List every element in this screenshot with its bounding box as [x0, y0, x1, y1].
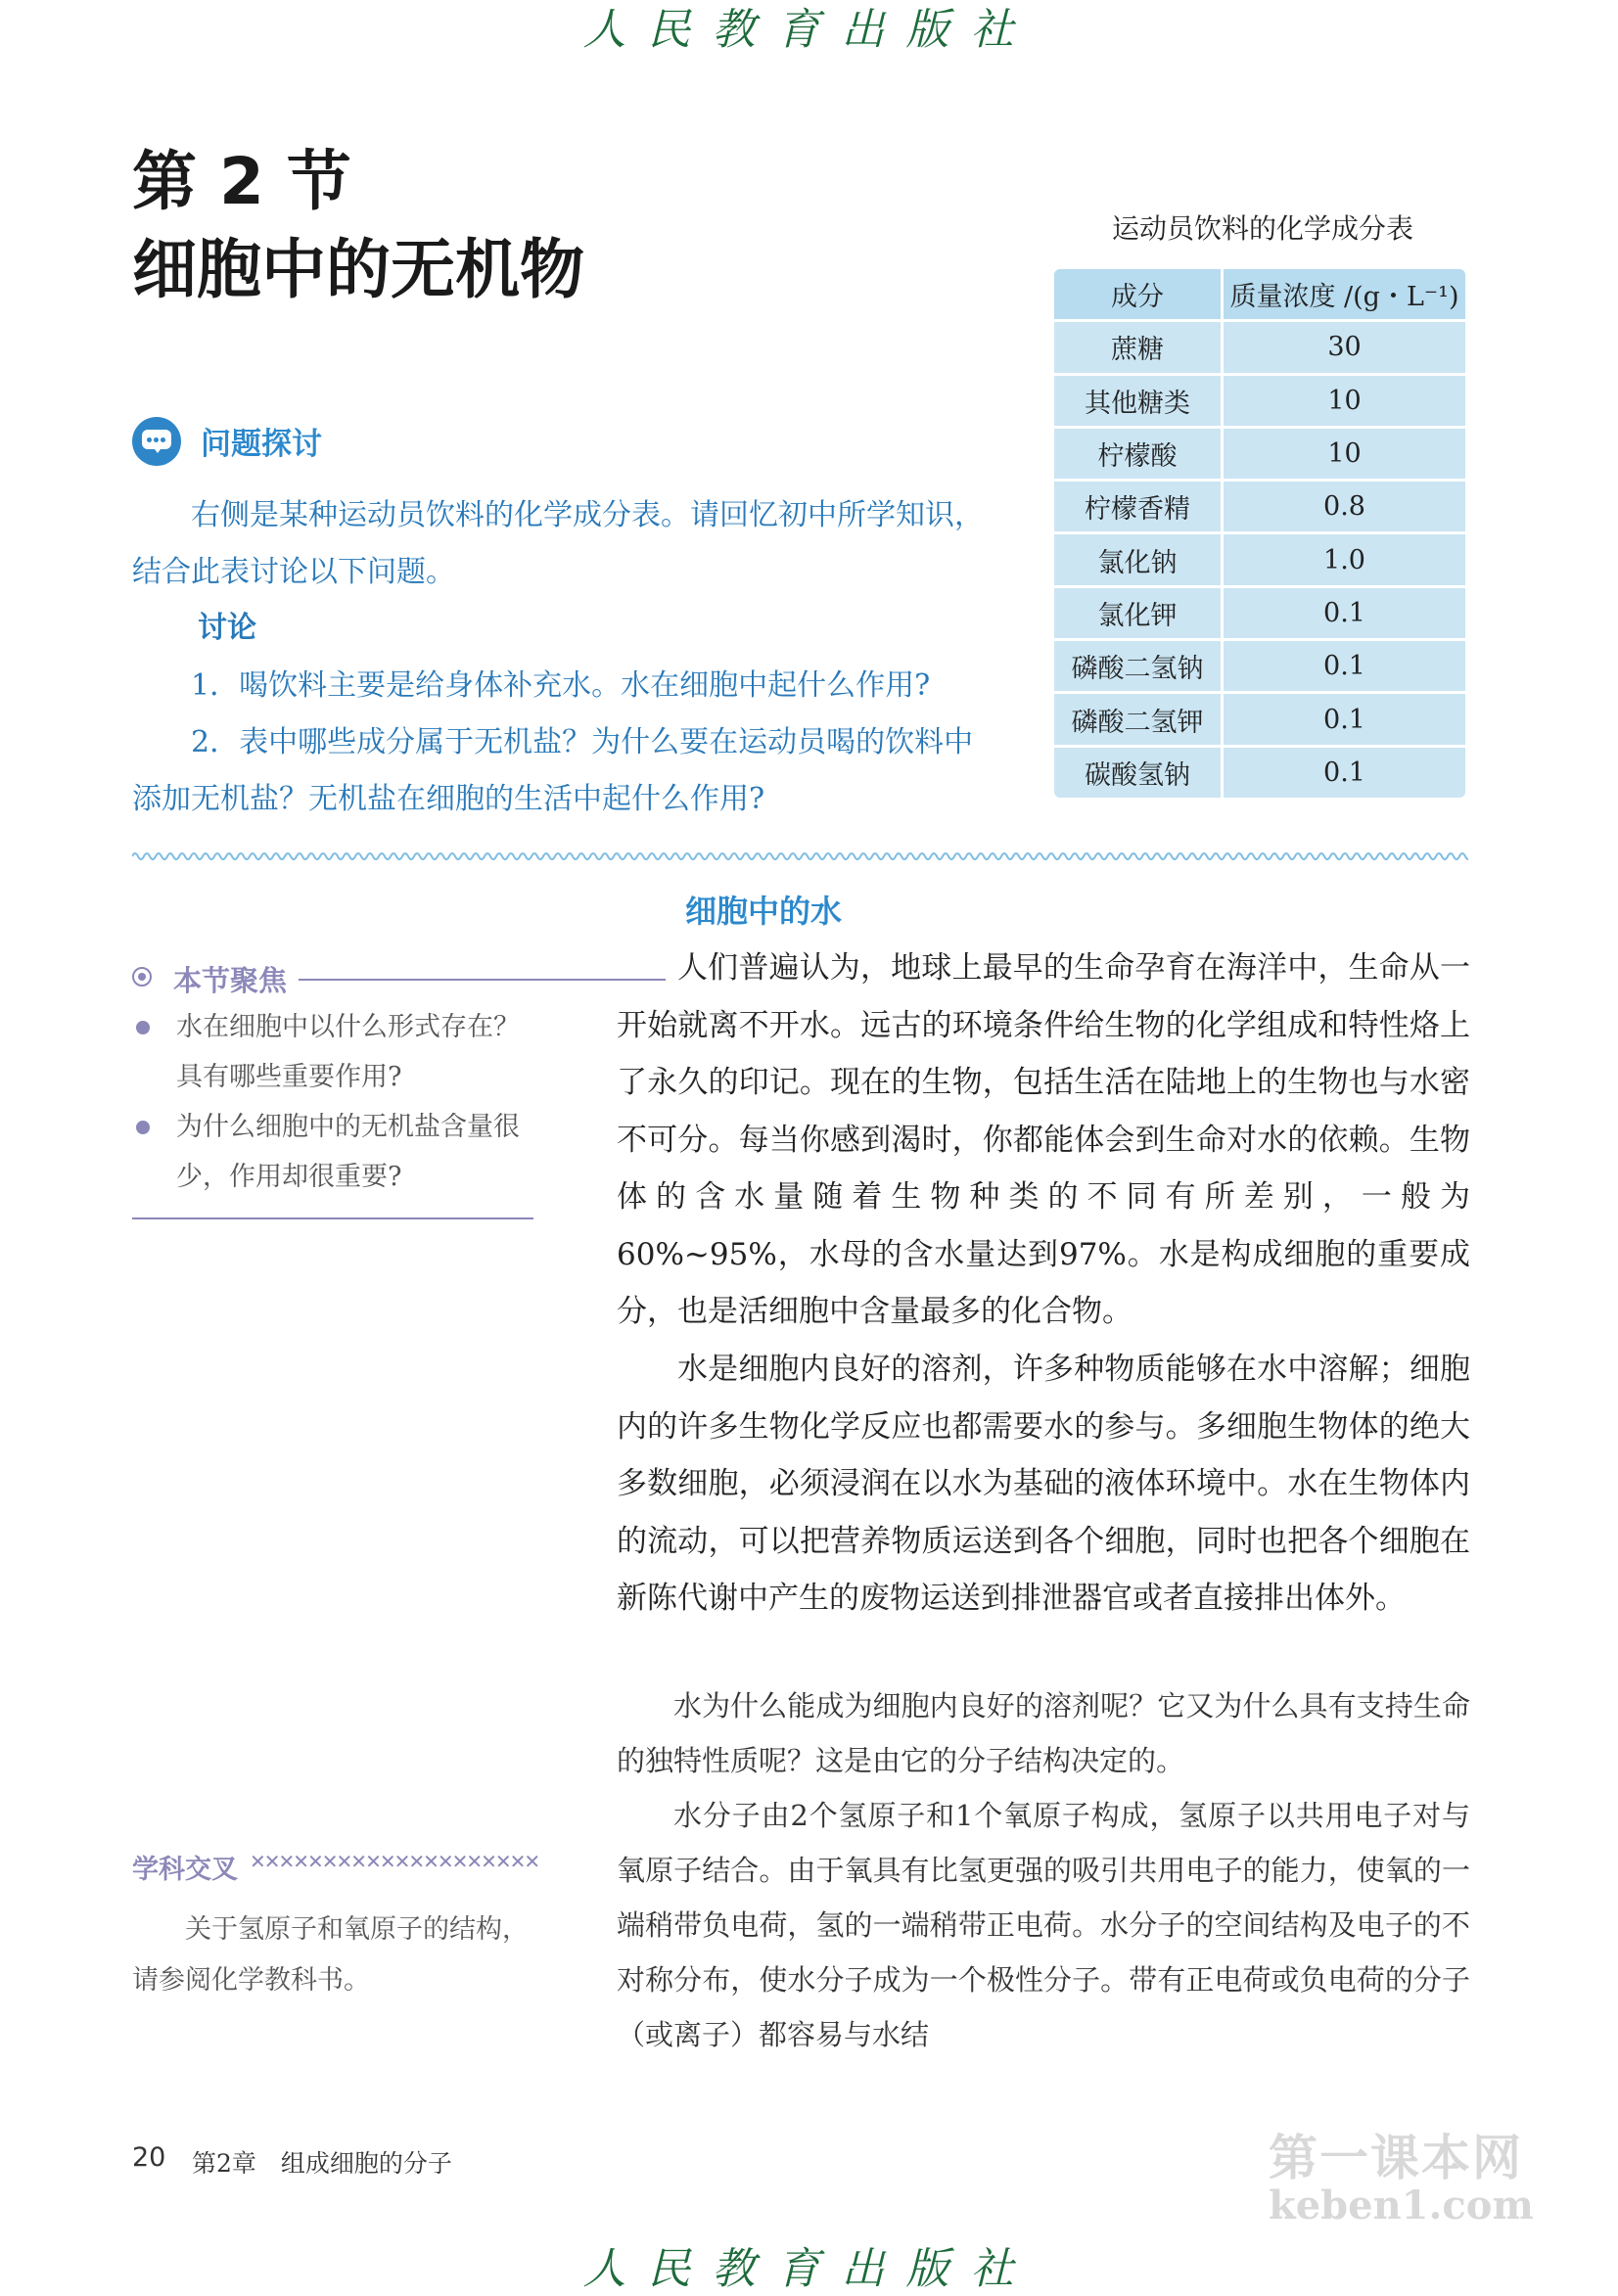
table-header-cell: 成分: [1054, 269, 1224, 319]
table-row: [1054, 482, 1465, 534]
table-cell: 1.0: [1323, 544, 1365, 575]
table-caption: 运动员饮料的化学成分表: [1111, 212, 1413, 245]
focus-item-text: 为什么细胞中的无机盐含量很少，作用却很重要?: [176, 1112, 520, 1192]
table-header-cell: 质量浓度 /(g・L⁻¹): [1229, 282, 1459, 313]
table-cell: 其他糖类: [1054, 376, 1224, 426]
table-cell: 0.1: [1323, 597, 1365, 628]
table-row: [1054, 694, 1465, 747]
table-cell: 30: [1327, 332, 1362, 363]
table-cell: 碳酸氢钠: [1054, 748, 1224, 798]
table-row: [1054, 534, 1465, 587]
focus-item: [132, 1002, 533, 1102]
discuss-label: 讨论: [198, 611, 256, 645]
body-paragraph: 水为什么能成为细胞内良好的溶剂呢？它又为什么具有支持生命的独特性质呢？这是由它的分子结构决定的。: [617, 1689, 1470, 1777]
table-cell: 磷酸二氢钾: [1054, 694, 1224, 744]
watermark-url: keben1.com: [1269, 2182, 1534, 2228]
bullet-icon: [136, 1121, 150, 1134]
table-header-row: [1054, 269, 1465, 322]
table-cell: 0.1: [1323, 651, 1365, 682]
focus-item: [132, 1102, 533, 1202]
cross-subject-text: 关于氢原子和氧原子的结构，请参阅化学教科书。: [132, 1914, 529, 1996]
table-cell: 0.1: [1323, 757, 1365, 788]
section-title: 细胞中的无机物: [132, 232, 584, 307]
body-paragraph: 人们普遍认为，地球上最早的生命孕育在海洋中，生命从一开始就离不开水。远古的环境条件给生物的化学组成和特性烙上了永久的印记。现在的生物，包括生活在陆地上的生物也与水密不可分。每当你感到渴时，你都能体会到生命对水的依赖。生物体的含水量随着生物种类的不同有所差别，一般为60%~95%，水母的含水量达到97%。水是构成细胞的重要成分，也是活细胞中含量最多的化合物。: [617, 950, 1470, 1329]
watermark-text: 第一课本网: [1269, 2130, 1523, 2186]
table-cell: 氯化钠: [1054, 534, 1224, 584]
subsection-title: 细胞中的水: [685, 893, 843, 930]
focus-item-text: 水在细胞中以什么形式存在？具有哪些重要作用?: [176, 1012, 520, 1092]
table-row: [1054, 588, 1465, 641]
wavy-divider: [132, 850, 1468, 863]
table-row: [1054, 641, 1465, 694]
focus-divider: [132, 1217, 533, 1219]
target-icon: [132, 967, 152, 987]
table-cell: 10: [1327, 385, 1362, 416]
body-paragraph: 水分子由2个氢原子和1个氧原子构成，氢原子以共用电子对与氧原子结合。由于氧具有比氢更强的吸引共用电子的能力，使氧的一端稍带负电荷，氢的一端稍带正电荷。水分子的空间结构及电子的不对称分布，使水分子成为一个极性分子。带有正电荷或负电荷的分子（或离子）都容易与水结: [617, 1799, 1470, 2051]
question-2: 2．表中哪些成分属于无机盐？为什么要在运动员喝的饮料中添加无机盐？无机盐在细胞的生活中起什么作用?: [132, 725, 974, 816]
discussion-icon: [132, 417, 181, 466]
table-cell: 柠檬香精: [1054, 482, 1224, 531]
publisher-logo-top: 人民教育出版社: [582, 5, 1036, 55]
chapter-label: 第2章 组成细胞的分子: [192, 2149, 452, 2178]
table-row: [1054, 748, 1465, 798]
table-cell: 0.8: [1323, 491, 1365, 523]
table-cell: 0.1: [1323, 704, 1365, 735]
table-row: [1054, 429, 1465, 482]
table-row: [1054, 376, 1465, 429]
cross-subject-heading: 学科交叉: [132, 1855, 238, 1885]
question-1: 1．喝饮料主要是给身体补充水。水在细胞中起什么作用?: [191, 668, 931, 703]
table-row: [1054, 322, 1465, 375]
problem-intro: 右侧是某种运动员饮料的化学成分表。请回忆初中所学知识，结合此表讨论以下问题。: [132, 498, 984, 589]
bullet-icon: [136, 1021, 150, 1034]
table-cell: 氯化钾: [1054, 588, 1224, 638]
page-number: 20: [132, 2142, 166, 2173]
section-number: 第 2 节: [132, 144, 351, 219]
focus-heading: 本节聚焦: [173, 964, 288, 997]
cross-decoration: ✕✕✕✕✕✕✕✕✕✕✕✕✕✕✕✕✕✕✕✕: [250, 1850, 539, 1873]
publisher-logo-bottom: 人民教育出版社: [582, 2244, 1036, 2294]
table-cell: 10: [1327, 438, 1362, 470]
table-cell: 柠檬酸: [1054, 429, 1224, 479]
body-paragraph: 水是细胞内良好的溶剂，许多种物质能够在水中溶解；细胞内的许多生物化学反应也都需要水的参与。多细胞生物体的绝大多数细胞，必须浸润在以水为基础的液体环境中。水在生物体内的流动，可以把营养物质运送到各个细胞，同时也把各个细胞在新陈代谢中产生的废物运送到排泄器官或者直接排出体外。: [617, 1352, 1470, 1616]
table-cell: 磷酸二氢钠: [1054, 641, 1224, 691]
table-cell: 蔗糖: [1054, 322, 1224, 372]
problem-discussion-heading: 问题探讨: [201, 427, 322, 462]
focus-heading-rule: [299, 979, 666, 981]
composition-table: [1054, 269, 1465, 798]
